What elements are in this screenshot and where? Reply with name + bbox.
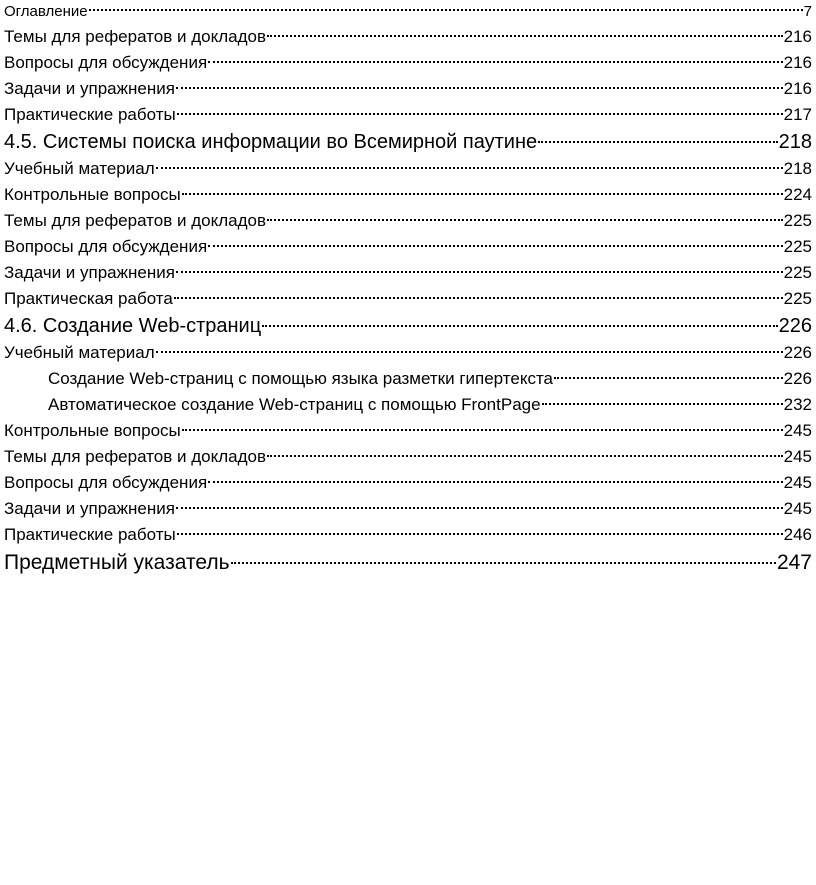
toc-entry-title: Учебный материал bbox=[4, 159, 155, 178]
toc-entry-page: 226 bbox=[783, 343, 812, 362]
toc-subentry[interactable] bbox=[0, 366, 816, 392]
dot-leader bbox=[89, 9, 803, 11]
dot-leader bbox=[208, 481, 782, 483]
toc-entry[interactable] bbox=[0, 418, 816, 444]
toc-entry-title: Вопросы для обсуждения bbox=[4, 53, 208, 72]
toc-entry-page: 245 bbox=[783, 473, 812, 492]
toc-entry-page: 225 bbox=[783, 263, 812, 282]
toc-entry-page: 225 bbox=[783, 211, 812, 230]
toc-entry-page: 225 bbox=[783, 289, 812, 308]
dot-leader bbox=[267, 35, 783, 37]
dot-leader bbox=[208, 61, 782, 63]
toc-entry-title: Предметный указатель bbox=[4, 551, 230, 574]
toc-entry-title: Темы для рефератов и докладов bbox=[4, 447, 266, 466]
toc-entry-page: 247 bbox=[776, 551, 812, 574]
toc-entry[interactable] bbox=[0, 286, 816, 312]
dot-leader bbox=[174, 297, 783, 299]
dot-leader bbox=[267, 219, 783, 221]
dot-leader bbox=[231, 562, 776, 564]
toc-entry-page: 217 bbox=[783, 105, 812, 124]
toc-entry-title: Оглавление bbox=[4, 3, 88, 20]
toc-entry[interactable] bbox=[0, 234, 816, 260]
dot-leader bbox=[156, 167, 783, 169]
toc-entry-page: 216 bbox=[783, 27, 812, 46]
toc-entry-page: 225 bbox=[783, 237, 812, 256]
toc-entry[interactable] bbox=[0, 50, 816, 76]
toc-entry-title: Практические работы bbox=[4, 525, 176, 544]
toc-entry[interactable] bbox=[0, 522, 816, 548]
toc-entry-page: 246 bbox=[783, 525, 812, 544]
dot-leader bbox=[208, 245, 782, 247]
toc-entry[interactable] bbox=[0, 496, 816, 522]
dot-leader bbox=[267, 455, 783, 457]
toc-entry-page: 216 bbox=[783, 53, 812, 72]
dot-leader bbox=[177, 113, 783, 115]
toc-index-entry[interactable] bbox=[0, 548, 816, 578]
dot-leader bbox=[176, 271, 783, 273]
toc-subentry[interactable] bbox=[0, 392, 816, 418]
toc-section-entry[interactable] bbox=[0, 312, 816, 340]
toc-entry-title: Темы для рефератов и докладов bbox=[4, 27, 266, 46]
toc-entry-page: 226 bbox=[778, 315, 812, 337]
dot-leader bbox=[182, 193, 783, 195]
dot-leader bbox=[176, 87, 783, 89]
toc-entry-page: 224 bbox=[783, 185, 812, 204]
toc-entry-title: Вопросы для обсуждения bbox=[4, 473, 208, 492]
toc-entry[interactable] bbox=[0, 156, 816, 182]
toc-entry[interactable] bbox=[0, 340, 816, 366]
toc-entry-title: Темы для рефератов и докладов bbox=[4, 211, 266, 230]
dot-leader bbox=[538, 141, 778, 143]
dot-leader bbox=[177, 533, 783, 535]
dot-leader bbox=[182, 429, 783, 431]
toc-entry-page: 245 bbox=[783, 499, 812, 518]
toc-entry[interactable] bbox=[0, 208, 816, 234]
toc-entry-title: Задачи и упражнения bbox=[4, 499, 175, 518]
toc-entry-title: Автоматическое создание Web-страниц с помощью FrontPage bbox=[48, 395, 541, 414]
toc-entry[interactable] bbox=[0, 182, 816, 208]
toc-entry[interactable] bbox=[0, 24, 816, 50]
dot-leader bbox=[554, 377, 783, 379]
toc-entry-page: 218 bbox=[778, 131, 812, 153]
toc-section-entry[interactable] bbox=[0, 128, 816, 156]
toc-entry-page: 7 bbox=[803, 3, 812, 20]
toc-entry[interactable] bbox=[0, 444, 816, 470]
toc-entry-title: Задачи и упражнения bbox=[4, 79, 175, 98]
toc-entry[interactable] bbox=[0, 470, 816, 496]
toc-entry-page: 216 bbox=[783, 79, 812, 98]
toc-entry-title: Задачи и упражнения bbox=[4, 263, 175, 282]
dot-leader bbox=[176, 507, 783, 509]
toc-entry-page: 226 bbox=[783, 369, 812, 388]
dot-leader bbox=[156, 351, 783, 353]
toc-entry-title: Учебный материал bbox=[4, 343, 155, 362]
toc-entry[interactable] bbox=[0, 76, 816, 102]
toc-entry-page: 245 bbox=[783, 447, 812, 466]
toc-entry-title: Создание Web-страниц с помощью языка разметки гипертекста bbox=[48, 369, 553, 388]
toc-entry-title: Практические работы bbox=[4, 105, 176, 124]
toc-entry-title: Контрольные вопросы bbox=[4, 421, 181, 440]
toc-entry-title: Практическая работа bbox=[4, 289, 173, 308]
toc-entry-page: 232 bbox=[783, 395, 812, 414]
toc-entry-title: 4.6. Создание Web-страниц bbox=[4, 315, 262, 337]
toc-entry[interactable] bbox=[0, 260, 816, 286]
dot-leader bbox=[542, 403, 783, 405]
dot-leader bbox=[262, 325, 777, 327]
toc-entry-title: Вопросы для обсуждения bbox=[4, 237, 208, 256]
toc-entry-contents[interactable] bbox=[0, 0, 816, 24]
toc-entry-title: Контрольные вопросы bbox=[4, 185, 181, 204]
toc-entry[interactable] bbox=[0, 102, 816, 128]
toc-entry-page: 245 bbox=[783, 421, 812, 440]
toc-entry-title: 4.5. Системы поиска информации во Всемирной паутине bbox=[4, 131, 538, 153]
toc-entry-page: 218 bbox=[783, 159, 812, 178]
